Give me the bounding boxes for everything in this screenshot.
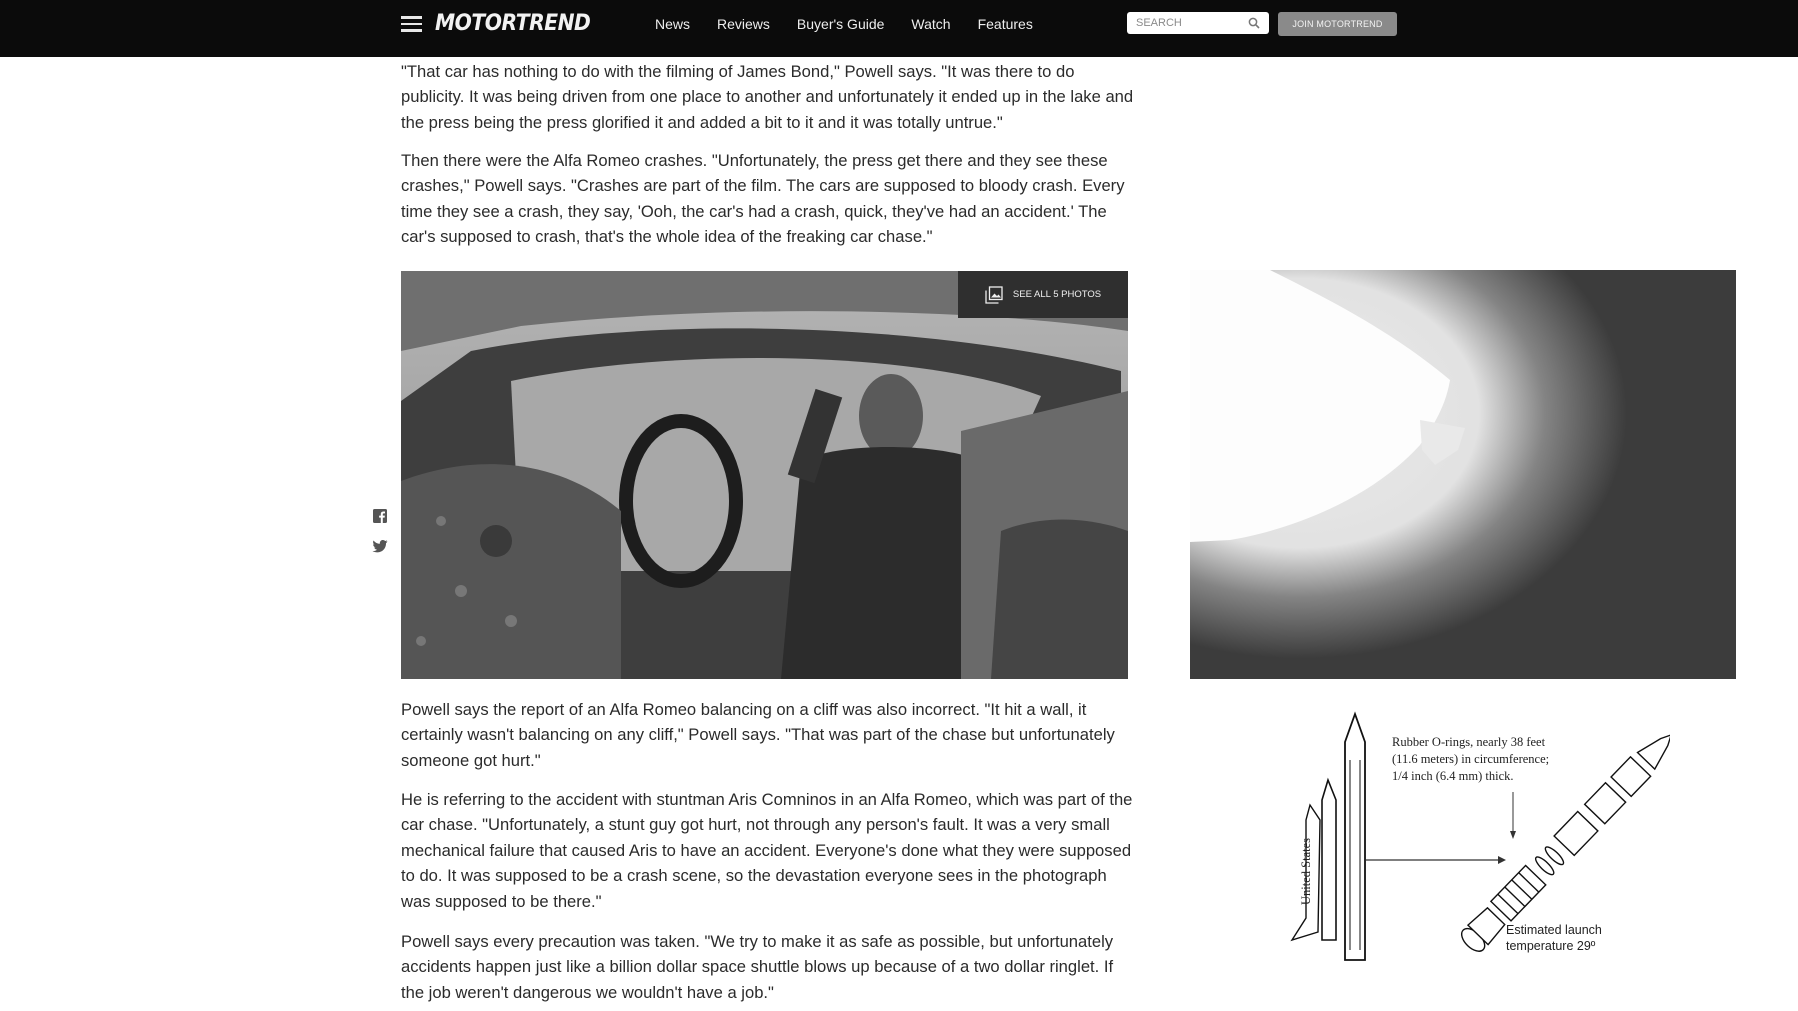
o-ring-note-line-3: 1/4 inch (6.4 mm) thick. <box>1392 769 1514 783</box>
article-paragraph: Then there were the Alfa Romeo crashes. "Unfortunately, the press get there and they see these crashes," Powell says. "Crashes are part of the film. The cars are supposed to bloody crash. Every time they see a crash, they say, 'Ooh, the car's had a crash, quick, they've had an accident.' The car's supposed to crash, that's the whole idea of the freaking car chase." <box>401 151 1125 247</box>
join-motortrend-button[interactable]: JOIN MOTORTREND <box>1278 12 1397 36</box>
nav-reviews[interactable]: Reviews <box>717 15 770 32</box>
facebook-icon[interactable] <box>372 508 388 524</box>
o-ring-note-line-2: (11.6 meters) in circumference; <box>1392 752 1550 766</box>
article-paragraph: He is referring to the accident with stuntman Aris Comninos in an Alfa Romeo, which was part of the car chase. "Unfortunately, a stunt guy got hurt, not through any person's fault. It was a very small mechanical failure that caused Aris to have an accident. Everyone's done what they were supposed to do. It was supposed to be a crash scene, so the devastation everyone sees in the photograph was supposed to be there." <box>401 790 1133 911</box>
hamburger-menu-icon[interactable] <box>401 16 422 32</box>
article-photo-bond-in-car[interactable] <box>401 271 1128 679</box>
search-box <box>1127 12 1269 34</box>
twitter-icon[interactable] <box>372 538 388 554</box>
article-paragraph: Powell says every precaution was taken. "We try to make it as safe as possible, but unfortunately accidents happen just like a billion dollar space shuttle blows up because of a two dollar ringlet. If the job weren't dangerous we wouldn't have a job." <box>401 932 1114 1002</box>
gallery-icon <box>985 286 1003 304</box>
nav-news[interactable]: News <box>655 15 691 32</box>
search-icon[interactable] <box>1248 17 1260 29</box>
top-navigation-bar <box>0 0 1798 57</box>
shuttle-leak-video[interactable] <box>1190 270 1736 679</box>
nav-features[interactable]: Features <box>977 15 1033 32</box>
search-input[interactable] <box>1136 17 1243 29</box>
video-frame <box>1190 270 1736 679</box>
site-logo[interactable]: MOTORTREND <box>435 11 591 36</box>
main-nav <box>655 0 1060 47</box>
car-photo-illustration <box>401 271 1128 679</box>
see-all-photos-label: SEE ALL 5 PHOTOS <box>1012 289 1102 300</box>
article-paragraph: Powell says the report of an Alfa Romeo balancing on a cliff was also incorrect. "It hit a wall, it certainly wasn't balancing on any cliff," Powell says. "That was part of the chase but unfortunately someone got hurt." <box>401 700 1115 770</box>
svg-text:United States: United States <box>1299 837 1313 905</box>
o-ring-diagram <box>1270 700 1670 980</box>
launch-temp-line-1: Estimated launch <box>1506 923 1602 937</box>
shuttle-diagram <box>1270 700 1670 980</box>
nav-watch[interactable]: Watch <box>911 15 951 32</box>
o-ring-note-line-1: Rubber O-rings, nearly 38 feet <box>1392 735 1546 749</box>
see-all-photos-button[interactable] <box>958 271 1128 318</box>
article-paragraph: "That car has nothing to do with the filming of James Bond," Powell says. "It was there to do publicity. It was being driven from one place to another and unfortunately it ended up in the lake and the press being the press glorified it and added a bit to it and it was totally untrue." <box>401 62 1134 132</box>
nav-buyers-guide[interactable]: Buyer's Guide <box>796 15 885 32</box>
launch-temp-line-2: temperature 29º <box>1506 939 1596 953</box>
